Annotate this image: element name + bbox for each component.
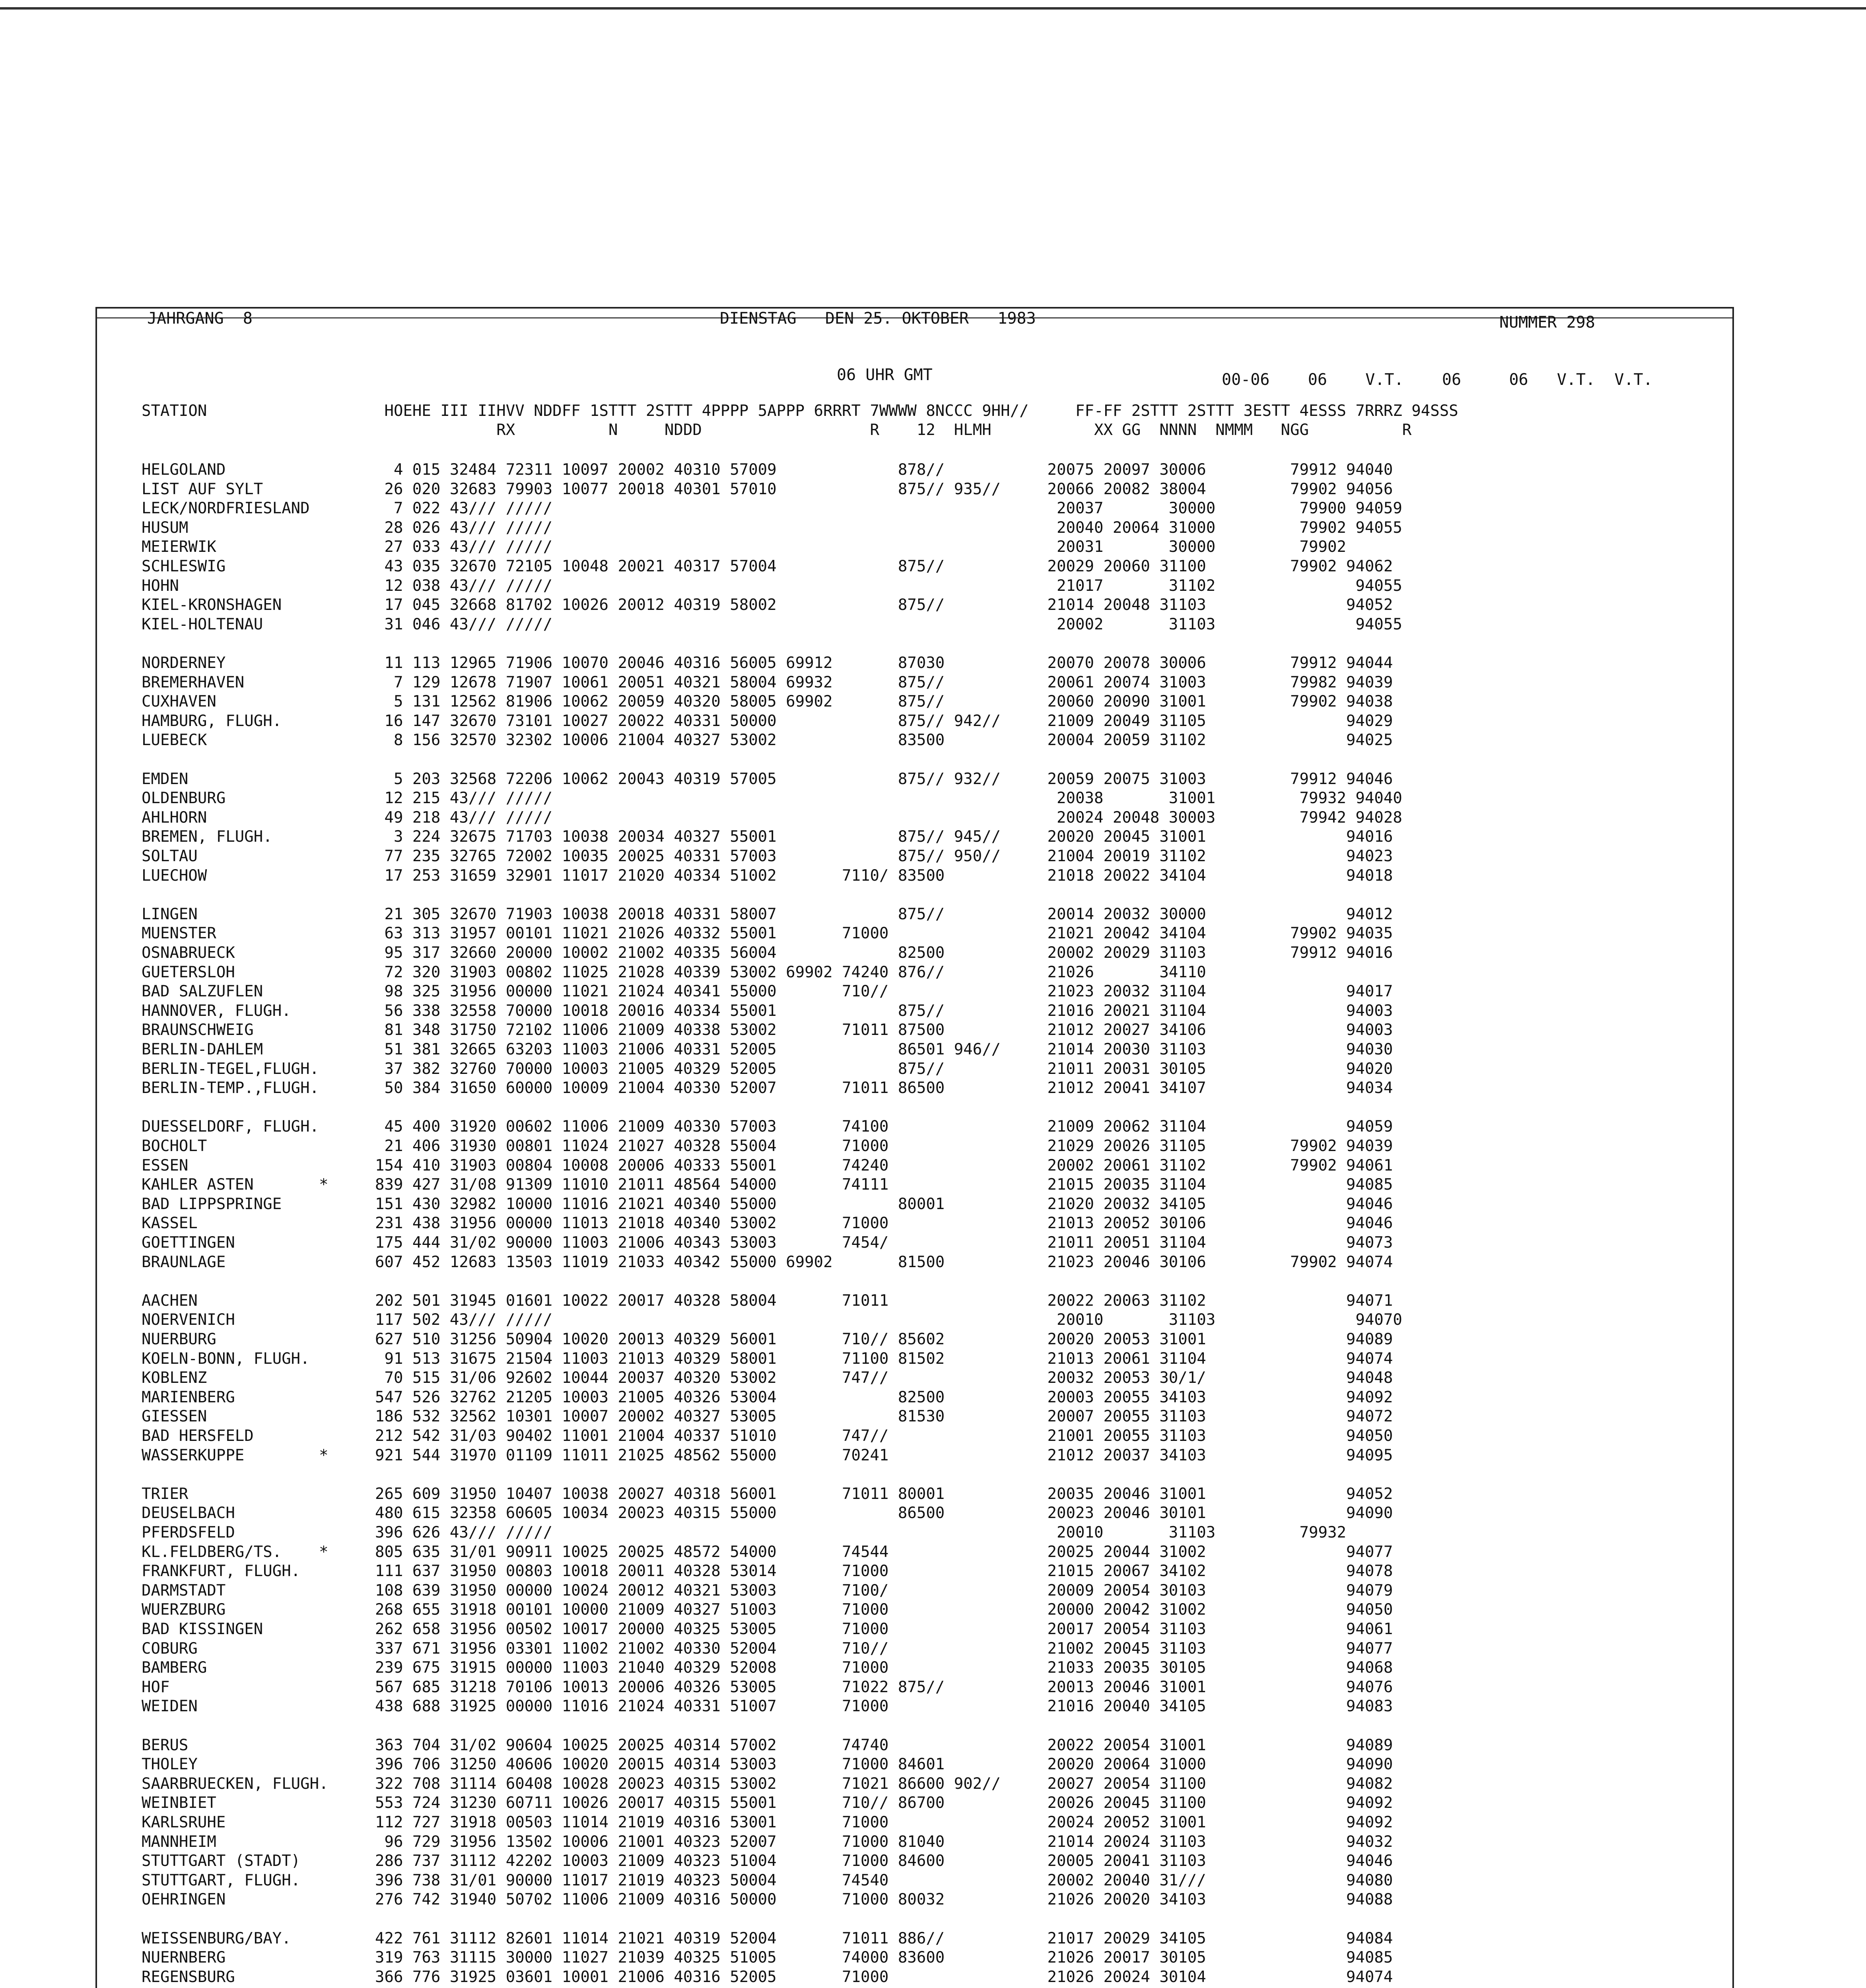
station-row: HAMBURG, FLUGH. 16 147 32670 73101 10027 20022 40331 50000 875// 942// 21009 20049 31105 94029: [142, 712, 1393, 730]
station-row: BAMBERG 239 675 31915 00000 11003 21040 40329 52008 71000 21033 20035 30105 94068: [142, 1659, 1393, 1677]
station-row: WASSERKUPPE * 921 544 31970 01109 11011 21025 48562 55000 70241 21012 20037 34103 94095: [142, 1446, 1393, 1464]
station-row: REGENSBURG 366 776 31925 03601 10001 21006 40316 52005 71000 21026 20024 30104 94074: [142, 1968, 1393, 1986]
station-row: KL.FELDBERG/TS. * 805 635 31/01 90911 10025 20025 48572 54000 74544 20025 20044 31002 94077: [142, 1543, 1393, 1561]
station-row: LIST AUF SYLT 26 020 32683 79903 10077 20018 40301 57010 875// 935// 20066 20082 38004 79902 94056: [142, 480, 1393, 498]
station-row: HOHN 12 038 43/// ///// 21017 31102 94055: [142, 577, 1402, 595]
station-row: STUTTGART, FLUGH. 396 738 31/01 90000 11017 21019 40323 50004 74540 20002 20040 31/// 94080: [142, 1871, 1393, 1889]
station-row: BERLIN-TEMP.,FLUGH. 50 384 31650 60000 10009 21004 40330 52007 71011 86500 21012 20041 34107 94034: [142, 1079, 1393, 1097]
station-row: BAD KISSINGEN 262 658 31956 00502 10017 20000 40325 53005 71000 20017 20054 31103 94061: [142, 1620, 1393, 1638]
station-row: TRIER 265 609 31950 10407 10038 20027 40318 56001 71011 80001 20035 20046 31001 94052: [142, 1485, 1393, 1503]
station-row: LUEBECK 8 156 32570 32302 10006 21004 40327 53002 83500 20004 20059 31102 94025: [142, 731, 1393, 749]
station-row: EMDEN 5 203 32568 72206 10062 20043 40319 57005 875// 932// 20059 20075 31003 79912 94046: [142, 770, 1393, 788]
station-row: FRANKFURT, FLUGH. 111 637 31950 00803 10018 20011 40328 53014 71000 21015 20067 34102 94078: [142, 1562, 1393, 1580]
station-row: BRAUNSCHWEIG 81 348 31750 72102 11006 21009 40338 53002 71011 87500 21012 20027 34106 94003: [142, 1021, 1393, 1039]
station-row: BERLIN-DAHLEM 51 381 32665 63203 11003 21006 40331 52005 86501 946// 21014 20030 31103 94030: [142, 1041, 1393, 1058]
issue-date: DIENSTAG DEN 25. OKTOBER 1983: [720, 309, 1036, 328]
observation-time-label: 06 UHR GMT: [837, 366, 933, 384]
station-row: KIEL-HOLTENAU 31 046 43/// ///// 20002 31103 94055: [142, 615, 1402, 633]
station-row: GIESSEN 186 532 32562 10301 10007 20002 40327 53005 81530 20007 20055 31103 94072: [142, 1408, 1393, 1426]
station-row: BAD SALZUFLEN 98 325 31956 00000 11021 21024 40341 55000 710// 21023 20032 31104 94017: [142, 982, 1393, 1001]
station-row: KASSEL 231 438 31956 00000 11013 21018 40340 53002 71000 21013 20052 30106 94046: [142, 1214, 1393, 1233]
station-row: NUERBURG 627 510 31256 50904 10020 20013 40329 56001 710// 85602 20020 20053 31001 94089: [142, 1330, 1393, 1348]
station-row: BERLIN-TEGEL,FLUGH. 37 382 32760 70000 10003 21005 40329 52005 875// 21011 20031 30105 94020: [142, 1060, 1393, 1078]
station-row: MUENSTER 63 313 31957 00101 11021 21026 40332 55001 71000 21021 20042 34104 79902 94035: [142, 924, 1393, 943]
station-row: LUECHOW 17 253 31659 32901 11017 21020 40334 51002 7110/ 83500 21018 20022 34104 94018: [142, 866, 1393, 885]
station-row: WEISSENBURG/BAY. 422 761 31112 82601 11014 21021 40319 52004 71011 886// 21017 20029 34105 94084: [142, 1929, 1393, 1947]
station-row: MARIENBERG 547 526 32762 21205 10003 21005 40326 53004 82500 20003 20055 34103 94092: [142, 1388, 1393, 1406]
jahrgang-label: JAHRGANG 8: [147, 309, 253, 328]
station-row: KOELN-BONN, FLUGH. 91 513 31675 21504 11003 21013 40329 58001 71100 81502 21013 20061 31104 94074: [142, 1349, 1393, 1368]
station-row: PFERDSFELD 396 626 43/// ///// 20010 31103 79932: [142, 1524, 1346, 1541]
station-row: CUXHAVEN 5 131 12562 81906 10062 20059 40320 58005 69902 875// 20060 20090 31001 79902 94038: [142, 693, 1393, 711]
station-row: GUETERSLOH 72 320 31903 00802 11025 21028 40339 53002 69902 74240 876// 21026 34110: [142, 963, 1206, 981]
station-row: WEINBIET 553 724 31230 60711 10026 20017 40315 55001 710// 86700 20026 20045 31100 94092: [142, 1794, 1393, 1812]
scan-edge-line: [0, 7, 1866, 10]
station-row: GOETTINGEN 175 444 31/02 90000 11003 21006 40343 53003 7454/ 21011 20051 31104 94073: [142, 1234, 1393, 1252]
station-row: OSNABRUECK 95 317 32660 20000 10002 21002 40335 56004 82500 20002 20029 31103 79912 94016: [142, 944, 1393, 962]
station-row: LECK/NORDFRIESLAND 7 022 43/// ///// 20037 30000 79900 94059: [142, 499, 1402, 518]
station-row: NOERVENICH 117 502 43/// ///// 20010 31103 94070: [142, 1311, 1402, 1329]
issue-number: NUMMER 298: [1499, 313, 1595, 332]
station-row: BAD HERSFELD 212 542 31/03 90402 11001 21004 40337 51010 747// 21001 20055 31103 94050: [142, 1427, 1393, 1445]
station-row: THOLEY 396 706 31250 40606 10020 20015 40314 53003 71000 84601 20020 20064 31000 94090: [142, 1755, 1393, 1774]
station-row: BAD LIPPSPRINGE 151 430 32982 10000 11016 21021 40340 55000 80001 21020 20032 34105 94046: [142, 1195, 1393, 1213]
station-row: NORDERNEY 11 113 12965 71906 10070 20046 40316 56005 69912 87030 20070 20078 30006 79912 94044: [142, 654, 1393, 672]
station-row: BOCHOLT 21 406 31930 00801 11024 21027 40328 55004 71000 21029 20026 31105 79902 94039: [142, 1137, 1393, 1155]
station-row: KOBLENZ 70 515 31/06 92602 10044 20037 40320 53002 747// 20032 20053 30/1/ 94048: [142, 1369, 1393, 1387]
station-row: DEUSELBACH 480 615 32358 60605 10034 20023 40315 55000 86500 20023 20046 30101 94090: [142, 1504, 1393, 1522]
station-row: NUERNBERG 319 763 31115 30000 11027 21039 40325 51005 74000 83600 21026 20017 30105 94085: [142, 1949, 1393, 1967]
station-row: OEHRINGEN 276 742 31940 50702 11006 21009 40316 50000 71000 80032 21026 20020 34103 94088: [142, 1891, 1393, 1909]
station-row: AHLHORN 49 218 43/// ///// 20024 20048 30003 79942 94028: [142, 808, 1402, 827]
station-row: AACHEN 202 501 31945 01601 10022 20017 40328 58004 71011 20022 20063 31102 94071: [142, 1291, 1393, 1310]
station-row: ESSEN 154 410 31903 00804 10008 20006 40333 55001 74240 20002 20061 31102 79902 94061: [142, 1156, 1393, 1175]
station-row: HOF 567 685 31218 70106 10013 20006 40326 53005 71022 875// 20013 20046 31001 94076: [142, 1678, 1393, 1696]
station-row: MANNHEIM 96 729 31956 13502 10006 21001 40323 52007 71000 81040 21014 20024 31103 94032: [142, 1833, 1393, 1851]
station-row: KARLSRUHE 112 727 31918 00503 11014 21019 40316 53001 71000 20024 20052 31001 94092: [142, 1813, 1393, 1831]
station-row: DUESSELDORF, FLUGH. 45 400 31920 00602 11006 21009 40330 57003 74100 21009 20062 31104 94059: [142, 1118, 1393, 1136]
station-row: SAARBRUECKEN, FLUGH. 322 708 31114 60408 10028 20023 40315 53002 71021 86600 902// 20027 20054 31100 94082: [142, 1774, 1393, 1793]
station-row: HELGOLAND 4 015 32484 72311 10097 20002 40310 57009 878// 20075 20097 30006 79912 94040: [142, 461, 1393, 479]
station-row: COBURG 337 671 31956 03301 11002 21002 40330 52004 710// 21002 20045 31103 94077: [142, 1639, 1393, 1658]
station-row: SOLTAU 77 235 32765 72002 10035 20025 40331 57003 875// 950// 21004 20019 31102 94023: [142, 847, 1393, 865]
station-row: BERUS 363 704 31/02 90604 10025 20025 40314 57002 74740 20022 20054 31001 94089: [142, 1736, 1393, 1754]
station-row: BREMEN, FLUGH. 3 224 32675 71703 10038 20034 40327 55001 875// 945// 20020 20045 31001 94016: [142, 828, 1393, 846]
station-row: STUTTGART (STADT) 286 737 31112 42202 10003 21009 40323 51004 71000 84600 20005 20041 31103 94046: [142, 1852, 1393, 1870]
station-row: BRAUNLAGE 607 452 12683 13503 11019 21033 40342 55000 69902 81500 21023 20046 30106 79902 94074: [142, 1253, 1393, 1271]
station-row: DARMSTADT 108 639 31950 00000 10024 20012 40321 53003 7100/ 20009 20054 30103 94079: [142, 1581, 1393, 1600]
station-row: KIEL-KRONSHAGEN 17 045 32668 81702 10026 20012 40319 58002 875// 21014 20048 31103 94052: [142, 596, 1393, 614]
period-labels: 00-06 06 V.T. 06 06 V.T. V.T.: [1222, 371, 1653, 389]
station-row: MEIERWIK 27 033 43/// ///// 20031 30000 79902: [142, 538, 1346, 556]
station-row: WEIDEN 438 688 31925 00000 11016 21024 40331 51007 71000 21016 20040 34105 94083: [142, 1697, 1393, 1716]
station-row: OLDENBURG 12 215 43/// ///// 20038 31001 79932 94040: [142, 789, 1402, 808]
station-row: BREMERHAVEN 7 129 12678 71907 10061 20051 40321 58004 69932 875// 20061 20074 31003 79982 94039: [142, 673, 1393, 691]
column-header-line-1: STATION HOEHE III IIHVV NDDFF 1STTT 2STTT 4PPPP 5APPP 6RRRT 7WWWW 8NCCC 9HH// FF-FF 2STTT 2STTT 3ESTT 4ESSS 7RRRZ 94SSS: [142, 402, 1458, 420]
station-row: HUSUM 28 026 43/// ///// 20040 20064 31000 79902 94055: [142, 518, 1402, 537]
station-row: SCHLESWIG 43 035 32670 72105 10048 20021 40317 57004 875// 20029 20060 31100 79902 94062: [142, 557, 1393, 575]
column-header-line-2: RX N NDDD R 12 HLMH XX GG NNNN NMMM NGG R: [142, 421, 1412, 439]
station-row: HANNOVER, FLUGH. 56 338 32558 70000 10018 20016 40334 55001 875// 21016 20021 31104 94003: [142, 1002, 1393, 1020]
station-row: WUERZBURG 268 655 31918 00101 10000 21009 40327 51003 71000 20000 20042 31002 94050: [142, 1601, 1393, 1619]
station-row: LINGEN 21 305 32670 71903 10038 20018 40331 58007 875// 20014 20032 30000 94012: [142, 905, 1393, 923]
station-row: KAHLER ASTEN * 839 427 31/08 91309 11010 21011 48564 54000 74111 21015 20035 31104 94085: [142, 1176, 1393, 1194]
